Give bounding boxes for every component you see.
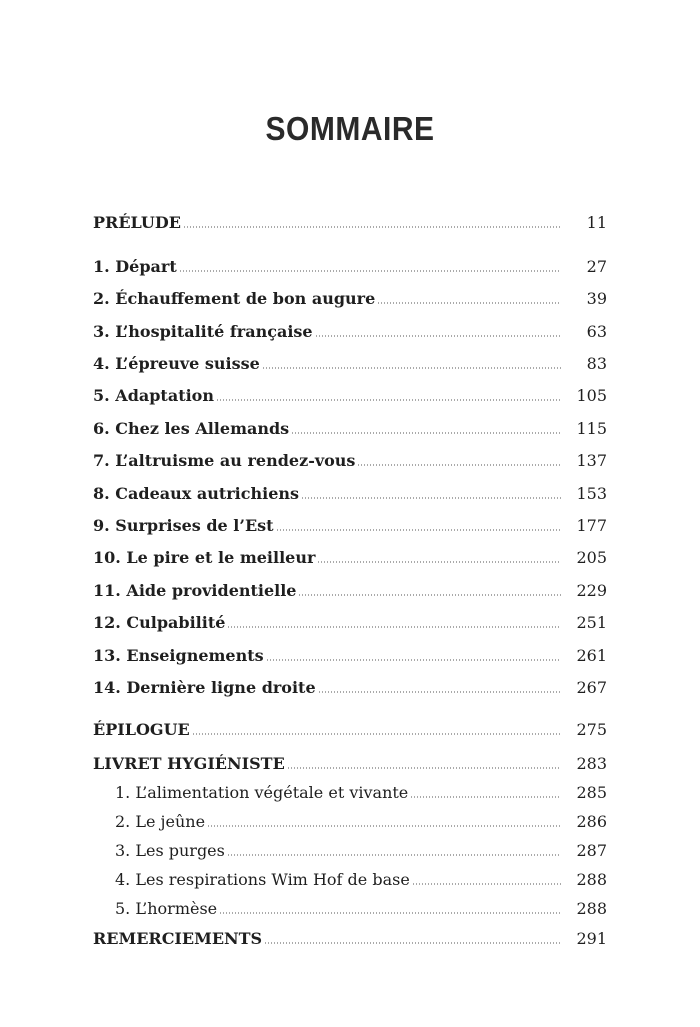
dot-leader [227,854,561,856]
toc-entry-title: LIVRET HYGIÉNISTE [93,754,285,773]
dot-leader [315,335,561,337]
dot-leader [298,594,561,596]
toc-entry-page: 251 [576,613,607,632]
toc-entry-title: 13. Enseignements [93,646,264,665]
toc-entry[interactable] [93,281,607,309]
toc-entry[interactable] [93,605,607,633]
toc-entry[interactable] [93,378,607,406]
toc-entry[interactable] [93,411,607,439]
toc-entry-title: 7. L’altruisme au rendez-vous [93,451,356,470]
toc-entry[interactable] [93,712,607,740]
dot-leader [264,942,561,944]
dot-leader [276,529,561,531]
toc-entry-title: 14. Dernière ligne droite [93,678,316,697]
toc-entry-page: 285 [576,783,607,802]
toc-entry[interactable] [93,443,607,471]
toc-entry-title: 11. Aide providentielle [93,581,297,600]
toc-entry-page: 105 [576,386,607,405]
toc-entry-title: 1. Départ [93,257,177,276]
toc-entry-page: 229 [576,581,607,600]
toc-entry-title: 2. Échauffement de bon augure [93,289,376,308]
toc-entry-title: PRÉLUDE [93,213,181,232]
toc-entry-page: 288 [576,899,607,918]
toc-entry-page: 83 [586,354,607,373]
toc-entry-title: ÉPILOGUE [93,720,190,739]
dot-leader [262,367,561,369]
dot-leader [183,226,561,228]
toc-entry-title: 10. Le pire et le meilleur [93,548,316,567]
dot-leader [179,270,561,272]
toc-entry-page: 267 [576,678,607,697]
toc-entry[interactable] [93,746,607,774]
toc-entry[interactable] [93,862,607,890]
toc-entry[interactable] [93,346,607,374]
toc-entry-page: 27 [586,257,607,276]
toc-entry[interactable] [93,638,607,666]
toc-entry[interactable] [93,205,607,233]
toc-entry-page: 177 [576,516,607,535]
dot-leader [207,825,561,827]
toc-entry-title: 5. Adaptation [93,386,214,405]
toc-entry-title: 6. Chez les Allemands [93,419,290,438]
dot-leader [216,399,561,401]
dot-leader [301,497,561,499]
toc-entry[interactable] [93,573,607,601]
toc-entry[interactable] [93,891,607,919]
toc-entry-page: 275 [576,720,607,739]
toc-entry-page: 115 [576,419,607,438]
dot-leader [287,767,561,769]
toc-entry[interactable] [93,775,607,803]
toc-entry-title: 5. L’hormèse [115,899,218,918]
dot-leader [192,733,561,735]
toc-entry-title: 3. Les purges [115,841,225,860]
dot-leader [219,912,561,914]
toc-entry-page: 205 [576,548,607,567]
toc-entry-page: 261 [576,646,607,665]
toc-entry-page: 291 [576,929,607,948]
dot-leader [357,464,561,466]
toc-entry-page: 288 [576,870,607,889]
toc-entry[interactable] [93,508,607,536]
dot-leader [317,561,561,563]
toc-entry-title: 9. Surprises de l’Est [93,516,274,535]
page-title: SOMMAIRE [265,110,435,148]
dot-leader [410,796,561,798]
toc-entry-title: 4. L’épreuve suisse [93,354,260,373]
toc-entry[interactable] [93,804,607,832]
toc-entry-title: 2. Le jeûne [115,812,206,831]
toc-entry-page: 11 [586,213,607,232]
toc-entry-title: 8. Cadeaux autrichiens [93,484,300,503]
toc-entry[interactable] [93,249,607,277]
toc-entry-page: 153 [576,484,607,503]
dot-leader [291,432,561,434]
toc-entry-title: 4. Les respirations Wim Hof de base [115,870,410,889]
toc-entry-title: 3. L’hospitalité française [93,322,313,341]
toc-entry-title: 12. Culpabilité [93,613,226,632]
dot-leader [412,883,561,885]
toc-entry[interactable] [93,540,607,568]
toc-entry[interactable] [93,476,607,504]
toc-entry-page: 39 [586,289,607,308]
dot-leader [266,659,561,661]
toc-entry-page: 283 [576,754,607,773]
dot-leader [227,626,561,628]
dot-leader [377,302,561,304]
toc-entry-page: 137 [576,451,607,470]
toc-entry[interactable] [93,833,607,861]
toc-entry[interactable] [93,670,607,698]
toc-entry-title: 1. L’alimentation végétale et vivante [115,783,409,802]
toc-entry[interactable] [93,314,607,342]
dot-leader [318,691,561,693]
toc-entry-page: 287 [576,841,607,860]
toc-entry-title: REMERCIEMENTS [93,929,263,948]
toc-entry-page: 286 [576,812,607,831]
toc-entry-page: 63 [586,322,607,341]
toc-entry[interactable] [93,921,607,949]
